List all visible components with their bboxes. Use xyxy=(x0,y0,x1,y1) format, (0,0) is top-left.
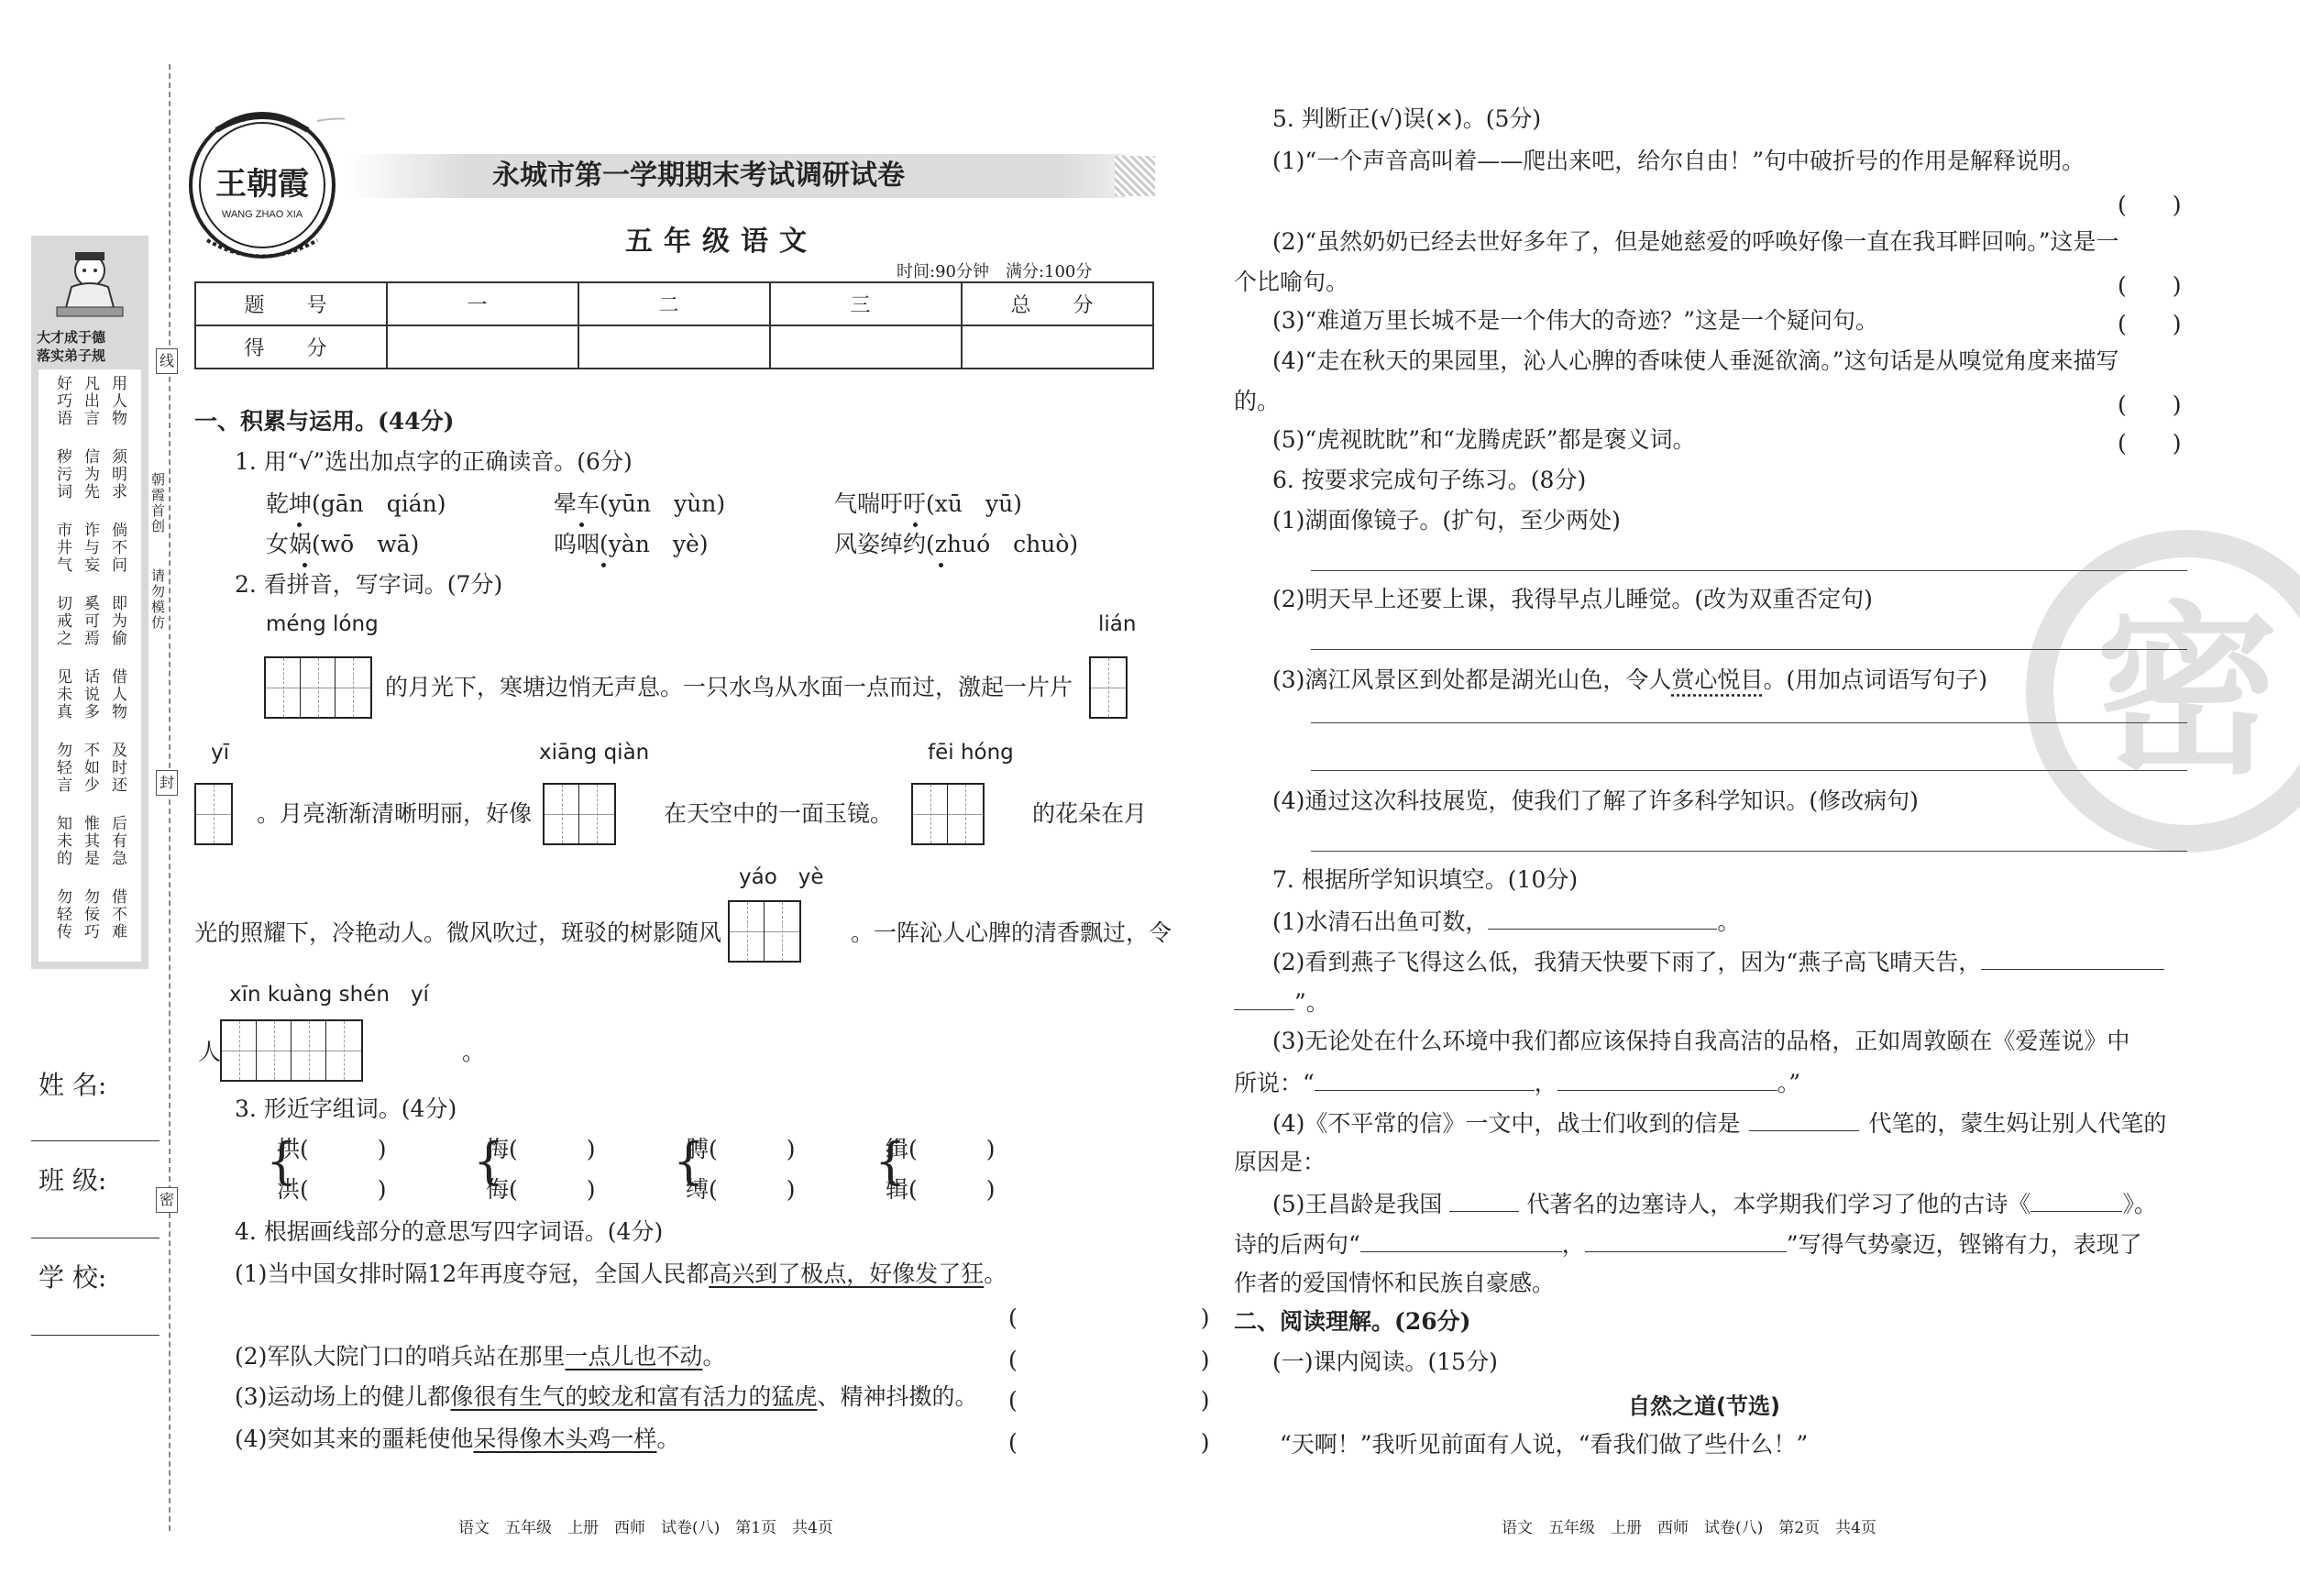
answer-line[interactable] xyxy=(1311,570,2187,571)
judge-paren[interactable]: ( ) xyxy=(2118,391,2182,418)
passage-text: 的月光下，寒塘边悄无声息。一只水鸟从水面一点而过，激起一片片 xyxy=(385,674,1073,700)
q1-item: 晕车(yūn yùn) xyxy=(554,490,726,517)
pinyin: méng lóng xyxy=(266,612,379,636)
q7-item-5c: 作者的爱国情怀和民族自豪感。 xyxy=(1234,1270,1556,1296)
q4-text: 。 xyxy=(984,1260,1007,1287)
motto-col: 信为先 xyxy=(81,448,99,501)
judge-paren[interactable]: ( ) xyxy=(2118,430,2182,457)
q4-underlined: 像很有生气的蛟龙和富有活力的猛虎 xyxy=(450,1383,818,1410)
writing-grid[interactable] xyxy=(220,1019,363,1082)
q5-item: 的。 xyxy=(1234,388,1281,414)
passage-text: 。 xyxy=(462,1039,486,1065)
motto-col: 借人物 xyxy=(108,668,127,721)
section-2-heading: 二、阅读理解。(26分) xyxy=(1234,1308,1471,1335)
q4-underlined: 呆得像木头鸡一样 xyxy=(473,1425,657,1452)
q6-item: (1)湖面像镜子。(扩句，至少两处) xyxy=(1272,507,1621,534)
q7-text: 诗的后两句“ xyxy=(1234,1231,1360,1258)
q1-item: 女娲(wō wā) xyxy=(266,531,420,557)
q7-prompt: 7. 根据所学知识填空。(10分) xyxy=(1272,866,1579,893)
q4-underlined: 高兴到了极点，好像发了狂 xyxy=(709,1260,985,1287)
motto-col: 借不难 xyxy=(108,888,127,941)
motto-col: 勿轻言 xyxy=(53,742,72,794)
fill-blank[interactable] xyxy=(1981,946,2164,970)
q3-item: 洪( ) xyxy=(277,1176,387,1203)
q5-item: 个比喻句。 xyxy=(1234,269,1349,295)
passage-text: 的花朵在月 xyxy=(1032,800,1148,827)
q3-item: 拱( ) xyxy=(277,1136,387,1162)
q7-item-1 xyxy=(1272,906,1740,937)
q7-text: 。” xyxy=(1777,1070,1801,1096)
q5-item: (5)“虎视眈眈”和“龙腾虎跃”都是褒义词。 xyxy=(1272,426,1696,453)
q7-item-2b xyxy=(1234,986,1329,1018)
writing-grid[interactable] xyxy=(911,783,985,845)
seal-character: 密 xyxy=(2095,586,2280,799)
q7-text: 》。 xyxy=(2122,1191,2157,1217)
motto-col: 勿佞巧 xyxy=(81,888,99,941)
fill-blank[interactable] xyxy=(1488,906,1717,930)
q4-underlined: 一点儿也不动 xyxy=(565,1343,703,1370)
fill-blank[interactable] xyxy=(1749,1107,1859,1131)
q5-item: (1)“一个声音高叫着——爬出来吧，给尔自由！”句中破折号的作用是解释说明。 xyxy=(1272,148,2085,174)
motto-col: 不如少 xyxy=(81,742,99,794)
answer-line[interactable] xyxy=(1311,649,2187,650)
q1-item: 气喘吁吁(xū yū) xyxy=(834,490,1022,517)
q5-prompt: 5. 判断正(√)误(×)。(5分) xyxy=(1272,105,1542,132)
sub-section: (一)课内阅读。(15分) xyxy=(1272,1348,1498,1375)
q7-item-4b xyxy=(1234,1148,1326,1177)
score-header-cell: 二 xyxy=(578,282,770,325)
passage-text: 。月亮渐渐清晰明丽，好像 xyxy=(257,800,533,827)
page-footer-left: 语文 五年级 上册 西师 试卷(八) 第1页 共4页 xyxy=(458,1519,833,1537)
q7-text: ， xyxy=(1534,1070,1557,1096)
motto-col: 及时还 xyxy=(108,742,127,794)
school-label: 学 校: xyxy=(39,1262,107,1293)
motto-col: 用人物 xyxy=(108,375,127,427)
score-header-cell: 三 xyxy=(770,282,962,325)
motto-col: 见未真 xyxy=(53,668,72,721)
writing-grid[interactable] xyxy=(543,783,616,845)
class-label: 班 级: xyxy=(39,1165,107,1195)
pinyin: yáo yè xyxy=(739,865,824,889)
q3-item: 悔( ) xyxy=(486,1136,596,1162)
q3-prompt: 3. 形近字组词。(4分) xyxy=(235,1095,457,1122)
seal-watermark xyxy=(2022,526,2300,856)
fold-mark-seal: 封 xyxy=(156,770,178,796)
q7-text: 代著名的边塞诗人，本学期我们学习了他的古诗《 xyxy=(1526,1191,2031,1217)
brand-logo xyxy=(180,103,345,268)
fold-mark-secret: 密 xyxy=(156,1187,178,1213)
q1-item: 呜咽(yàn yè) xyxy=(554,531,709,557)
motto-col: 诈与妄 xyxy=(81,522,99,574)
writing-grid[interactable] xyxy=(194,783,233,845)
motto-col: 好巧语 xyxy=(53,375,72,427)
pinyin: xiāng qiàn xyxy=(539,741,650,765)
passage-text: 在天空中的一面玉镜。 xyxy=(664,800,894,827)
judge-paren[interactable]: ( ) xyxy=(2118,311,2182,337)
passage-text: 人 xyxy=(198,1039,222,1065)
pinyin: yī xyxy=(211,741,230,765)
q6-item: (2)明天早上还要上课，我得早点儿睡觉。(改为双重否定句) xyxy=(1272,586,1873,612)
passage-text: 光的照耀下，冷艳动人。微风吹过，斑驳的树影随风 xyxy=(194,919,722,946)
q7-text: (2)看到燕子飞得这么低，我猜天快要下雨了，因为“燕子高飞晴天告， xyxy=(1272,949,1982,975)
banner-pattern xyxy=(1115,156,1155,196)
q4-text: 。 xyxy=(702,1343,726,1370)
q4-text: (1)当中国女排时隔12年再度夺冠，全国人民都 xyxy=(235,1260,710,1287)
q4-text: 、精神抖擞的。 xyxy=(817,1383,978,1410)
motto-top: 大才成于德 xyxy=(37,329,106,346)
score-header-cell: 题 号 xyxy=(195,282,387,325)
q3-item: 侮( ) xyxy=(486,1176,596,1203)
motto-text-box xyxy=(39,369,141,962)
score-cell[interactable] xyxy=(387,325,578,369)
brace: { xyxy=(673,1132,705,1190)
fold-mark-line: 线 xyxy=(156,348,178,374)
writing-grid[interactable] xyxy=(264,656,372,719)
q5-item: (3)“难道万里长城不是一个伟大的奇迹？”这是一个疑问句。 xyxy=(1272,307,1878,334)
score-header-cell: 总 分 xyxy=(962,282,1153,325)
q4-prompt: 4. 根据画线部分的意思写四字词语。(4分) xyxy=(235,1218,664,1245)
q7-text: 所说：“ xyxy=(1234,1070,1315,1096)
emphasis-dot xyxy=(939,563,943,567)
fill-blank[interactable] xyxy=(1234,986,1294,1010)
q6-item-3 xyxy=(1272,666,1987,695)
q7-item-2 xyxy=(1272,946,2164,977)
passage-title: 自然之道(节选) xyxy=(1628,1393,1780,1419)
score-cell[interactable] xyxy=(962,325,1153,369)
fill-blank[interactable] xyxy=(1585,1228,1787,1252)
q7-text: 原因是： xyxy=(1234,1149,1326,1175)
motto-col: 市井气 xyxy=(53,522,72,574)
score-header-cell: 一 xyxy=(387,282,578,325)
q7-item-4 xyxy=(1272,1107,2166,1139)
brand-english: WANG ZHAO XIA xyxy=(221,209,303,220)
q4-item-2 xyxy=(235,1342,725,1371)
emphasis-dot xyxy=(303,563,307,567)
motto-col: 勿轻传 xyxy=(53,888,72,941)
q4-text: (3)运动场上的健儿都 xyxy=(235,1383,451,1410)
motto-col: 须明求 xyxy=(108,448,127,501)
motto-col: 秽污词 xyxy=(53,448,72,501)
emphasis-dot xyxy=(297,523,302,527)
q2-prompt: 2. 看拼音，写字词。(7分) xyxy=(235,571,503,598)
emphasis-dot xyxy=(579,523,584,527)
brand-name: 王朝霞 xyxy=(215,168,309,202)
q4-item-3 xyxy=(235,1382,977,1412)
fill-blank[interactable] xyxy=(2030,1188,2122,1212)
answer-paren[interactable]: ( ) xyxy=(1008,1387,1210,1414)
q1-item: 风姿绰约(zhuó chuò) xyxy=(834,531,1079,557)
q7-item-5 xyxy=(1272,1188,2157,1219)
q6-item: (4)通过这次科技展览，使我们了解了许多科学知识。(修改病句) xyxy=(1272,787,1919,814)
q3-item: 膊( ) xyxy=(686,1136,796,1162)
emphasis-dot xyxy=(913,523,918,527)
q7-text: ”。 xyxy=(1294,989,1329,1016)
q1-item: 乾坤(gān qián) xyxy=(266,490,446,517)
school-field[interactable] xyxy=(31,1335,160,1336)
motto-col: 话说多 xyxy=(81,668,99,721)
q7-text: 代笔的，蒙生妈让别人代笔的 xyxy=(1868,1110,2167,1137)
brace: { xyxy=(473,1132,505,1190)
motto-col: 切戒之 xyxy=(53,595,72,647)
answer-paren[interactable]: ( ) xyxy=(1008,1304,1210,1331)
fill-blank[interactable] xyxy=(1360,1228,1562,1252)
q3-item: 缉( ) xyxy=(886,1136,996,1162)
fold-note-1: 朝霞首创 xyxy=(149,472,166,534)
q4-text: (4)突如其来的噩耗使他 xyxy=(235,1425,474,1452)
answer-line[interactable] xyxy=(1311,770,2187,771)
exam-title: 永城市第一学期期末考试调研试卷 xyxy=(492,160,905,192)
q7-text: (5)王昌龄是我国 xyxy=(1272,1191,1443,1217)
name-label: 姓 名: xyxy=(39,1070,107,1100)
q7-text: (1)水清石出鱼可数， xyxy=(1272,908,1489,935)
answer-line[interactable] xyxy=(1311,722,2187,723)
q1-prompt: 1. 用“√”选出加点字的正确读音。(6分) xyxy=(235,448,633,475)
q7-text: ， xyxy=(1561,1231,1585,1258)
q6-prompt: 6. 按要求完成句子练习。(8分) xyxy=(1272,467,1587,493)
q7-item-3: (3)无论处在什么环境中我们都应该保持自我高洁的品格，正如周敦颐在《爱莲说》中 xyxy=(1272,1028,2130,1054)
motto-col: 即为偷 xyxy=(108,595,127,647)
fold-note-2: 请勿模仿 xyxy=(149,568,166,631)
q3-item: 辑( ) xyxy=(886,1176,996,1203)
fold-dashed-line xyxy=(169,64,171,1531)
emphasis-dot xyxy=(601,563,606,567)
page-footer-right: 语文 五年级 上册 西师 试卷(八) 第2页 共4页 xyxy=(1502,1519,1876,1537)
motto-bottom: 落实弟子规 xyxy=(37,347,106,364)
pinyin: lián xyxy=(1098,612,1137,636)
q7-text: 。 xyxy=(1717,908,1741,935)
fill-blank[interactable] xyxy=(1449,1188,1519,1212)
passage-line: “天啊！”我听见前面有人说，“看我们做了些什么！” xyxy=(1280,1431,1809,1458)
writing-grid[interactable] xyxy=(1089,656,1128,719)
score-table xyxy=(194,281,1154,369)
q6-dotted-word: 赏心悦目 xyxy=(1671,666,1764,693)
q4-text: 。 xyxy=(656,1425,680,1452)
pinyin: xīn kuàng shén yí xyxy=(229,983,429,1007)
section-1-heading: 一、积累与运用。(44分) xyxy=(194,408,455,435)
q7-item-5b xyxy=(1234,1228,2142,1260)
writing-grid[interactable] xyxy=(728,900,801,963)
motto-col: 凡出言 xyxy=(81,375,99,427)
scholar-illustration xyxy=(46,243,134,325)
name-field[interactable] xyxy=(31,1140,160,1141)
q4-item-4 xyxy=(235,1425,679,1454)
brace: { xyxy=(266,1132,298,1190)
answer-paren[interactable]: ( ) xyxy=(1008,1429,1210,1456)
q7-text: (4)《不平常的信》一文中，战士们收到的信是 xyxy=(1272,1110,1741,1137)
q7-text: ”写得气势豪迈，铿锵有力，表现了 xyxy=(1786,1231,2142,1258)
motto-col: 后有急 xyxy=(108,815,127,867)
pinyin: fēi hóng xyxy=(928,741,1014,765)
q4-text: (2)军队大院门口的哨兵站在那里 xyxy=(235,1343,566,1370)
brace: { xyxy=(875,1132,907,1190)
motto-panel xyxy=(31,236,149,969)
motto-col: 奚可焉 xyxy=(81,595,99,647)
motto-col: 倘不问 xyxy=(108,522,127,574)
score-row-label: 得 分 xyxy=(195,325,387,369)
judge-paren[interactable]: ( ) xyxy=(2118,272,2182,299)
motto-col: 惟其是 xyxy=(81,815,99,867)
q5-item: (2)“虽然奶奶已经去世好多年了，但是她慈爱的呼唤好像一直在我耳畔回响。”这是一 xyxy=(1272,228,2119,255)
fill-blank[interactable] xyxy=(1557,1067,1777,1091)
q5-item: (4)“走在秋天的果园里，沁人心脾的香味使人垂涎欲滴。”这句话是从嗅觉角度来描写 xyxy=(1272,347,2119,374)
fill-blank[interactable] xyxy=(1315,1067,1535,1091)
q7-item-3b xyxy=(1234,1067,1800,1098)
q3-item: 缚( ) xyxy=(686,1176,796,1203)
answer-line[interactable] xyxy=(1311,851,2187,852)
subject-title: 五年级语文 xyxy=(625,226,818,258)
score-cell[interactable] xyxy=(578,325,770,369)
time-info: 时间:90分钟 满分:100分 xyxy=(897,262,1093,281)
judge-paren[interactable]: ( ) xyxy=(2118,192,2182,218)
q6-text: (3)漓江风景区到处都是湖光山色，令人 xyxy=(1272,666,1672,693)
answer-paren[interactable]: ( ) xyxy=(1008,1347,1210,1373)
score-cell[interactable] xyxy=(770,325,962,369)
passage-text: 。一阵沁人心脾的清香飘过，令 xyxy=(851,919,1172,946)
motto-col: 知未的 xyxy=(53,815,72,867)
q4-item-1 xyxy=(235,1260,1007,1289)
q6-text: 。(用加点词语写句子) xyxy=(1763,666,1987,693)
